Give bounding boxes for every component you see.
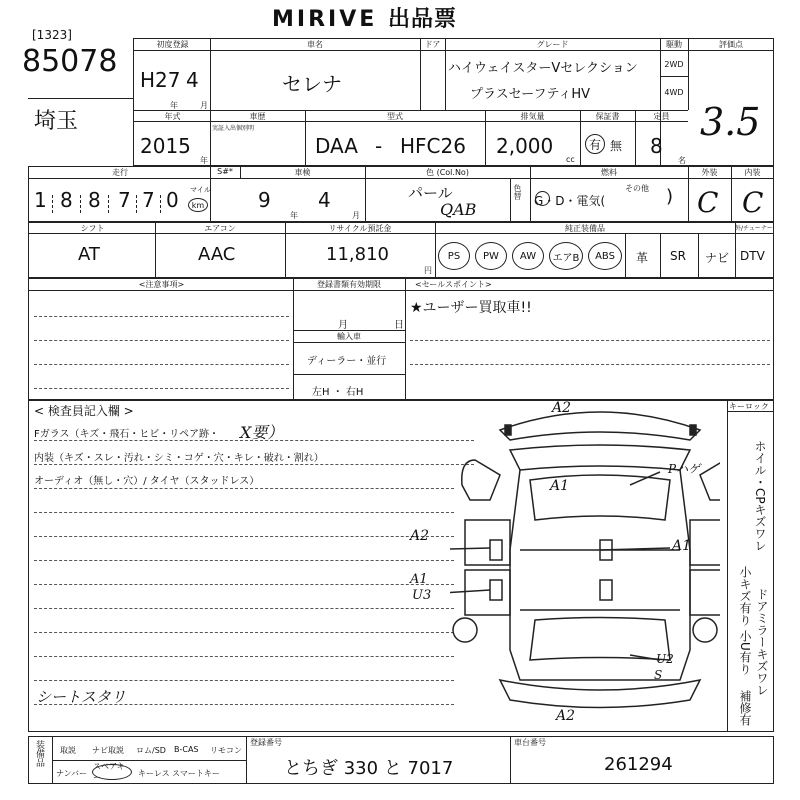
- label-door: ドア: [424, 40, 441, 49]
- drive-4wd: 4WD: [664, 88, 684, 97]
- side-note-wheel: ホイル・CPキズワレ: [753, 440, 767, 552]
- label-grade: グレード: [536, 40, 569, 49]
- label-first-reg: 初度登録: [156, 40, 189, 49]
- damage-a2-left: A2: [410, 528, 430, 544]
- shift-value: AT: [78, 244, 100, 265]
- equip-aw: AW: [512, 242, 544, 270]
- inspector-heading: < 検査員記入欄 >: [34, 404, 134, 418]
- equip-ps: PS: [438, 242, 470, 270]
- rating-value: 3.5: [700, 100, 761, 144]
- color-name: パール: [408, 184, 453, 202]
- sales-point: ★ユーザー買取車!!: [410, 300, 532, 316]
- equip-airbag: エアB: [549, 242, 583, 270]
- interior-grade: C: [742, 186, 764, 219]
- model-prefix: DAA: [315, 134, 358, 158]
- exterior-grade: C: [697, 186, 719, 219]
- document-header: [272, 2, 457, 33]
- damage-u2-right: U2: [656, 652, 674, 666]
- lot-number: 85078: [22, 44, 118, 79]
- km-unit-circled: km: [188, 198, 208, 212]
- displacement: 2,000: [496, 134, 554, 158]
- registration-number: とちぎ 330 と 7017: [284, 758, 454, 779]
- car-damage-diagram: [450, 400, 720, 732]
- equip-sr: SR: [670, 249, 686, 263]
- first-reg-month: 4: [186, 68, 199, 92]
- damage-u3-left: U3: [412, 588, 432, 603]
- equip-dtv: DTV: [740, 249, 765, 263]
- equip-leather: 革: [636, 251, 649, 265]
- car-name: セレナ: [282, 72, 342, 96]
- equip-pw: PW: [475, 242, 507, 270]
- grade-line-2: プラスセーフティHV: [470, 87, 591, 102]
- damage-a2-bottom: A2: [556, 708, 576, 724]
- sheet-title: 出品票: [387, 7, 457, 32]
- drive-2wd: 2WD: [664, 60, 684, 69]
- recycle-value: 11,810: [326, 244, 389, 265]
- damage-a1-left: A1: [410, 572, 428, 587]
- footer-spare-key: スペアキー: [92, 764, 132, 780]
- inspection-year: 9: [258, 188, 271, 212]
- equip-abs: ABS: [588, 242, 622, 270]
- side-note-small-scratch: 小キズ有り: [738, 566, 752, 626]
- import-dealer: ディーラー・並行: [307, 356, 387, 367]
- import-steer: 左H ・ 右H: [312, 387, 364, 398]
- model-year: 2015: [140, 134, 191, 158]
- grade-line-1: ハイウェイスターVセレクション: [448, 61, 638, 76]
- damage-p-hage: Pハゲ: [668, 462, 701, 476]
- label-drive: 駆動: [666, 40, 682, 49]
- damage-s-right: S: [654, 668, 663, 682]
- capacity: 8: [650, 134, 663, 158]
- label-rating: 評価点: [719, 40, 743, 49]
- damage-a1-right: A1: [672, 538, 692, 554]
- warranty-yes: 有: [585, 134, 605, 154]
- lot-bracket-number: [1323]: [32, 28, 72, 42]
- note-audio-tire: オーディオ（無し・穴）/ タイヤ（スタッドレス）: [34, 476, 260, 487]
- color-code: QAB: [440, 200, 477, 219]
- label-car-name: 車名: [307, 40, 323, 49]
- model-code: HFC26: [400, 134, 466, 158]
- fuel-options: G・D・電気(: [534, 194, 606, 208]
- inspection-month: 4: [318, 188, 331, 212]
- damage-a1-hood: A1: [550, 478, 570, 494]
- aircon-value: AAC: [198, 244, 236, 265]
- equip-navi: ナビ: [705, 251, 730, 265]
- warranty-no: 無: [610, 139, 623, 153]
- side-note-mirror: ドアミラーキズワレ: [755, 588, 769, 696]
- damage-a2-top: A2: [552, 400, 572, 416]
- first-reg-era: H27: [140, 68, 181, 92]
- note-windshield: Fガラス（キズ・飛石・ヒビ・リペア跡・: [34, 429, 220, 440]
- note-interior: 内装（キズ・スレ・汚れ・シミ・コゲ・穴・キレ・破れ・割れ）: [34, 453, 324, 464]
- side-note-repair: 補修有: [738, 690, 752, 726]
- chassis-number: 261294: [604, 754, 673, 775]
- handwritten-note: シートスタリ: [36, 688, 126, 706]
- brand-name: MIRIVE: [272, 7, 378, 32]
- side-note-small-dent: 小U有り: [738, 630, 752, 675]
- prefecture: 埼玉: [34, 109, 79, 134]
